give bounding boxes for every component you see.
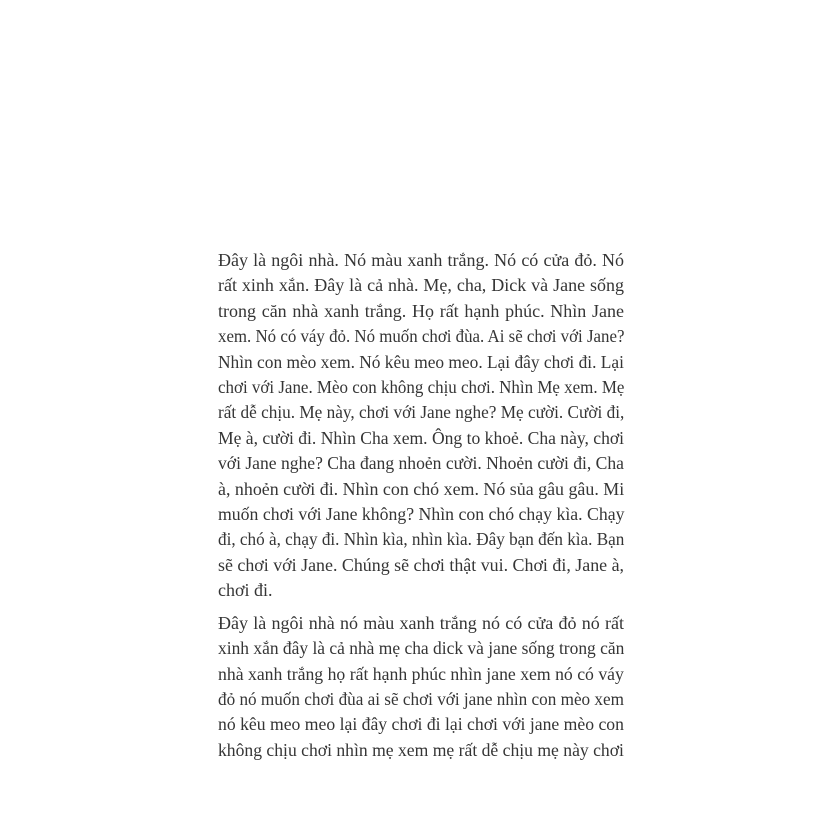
text-line: rất xinh xắn. Đây là cả nhà. Mẹ, cha, Dick và Jane sống [218,275,624,296]
story-paragraph-punctuated [218,248,624,604]
text-line: Đây là ngôi nhà nó màu xanh trắng nó có cửa đỏ nó rất [218,612,624,633]
text-line: nhà xanh trắng họ rất hạnh phúc nhìn jane xem nó có váy [218,663,624,684]
text-line: đi, chó à, chạy đi. Nhìn kìa, nhìn kìa. Đây bạn đến kìa. Bạn [218,529,625,550]
text-line: với Jane nghe? Cha đang nhoẻn cười. Nhoẻn cười đi, Cha [218,453,624,474]
text-line: Đây là ngôi nhà. Nó màu xanh trắng. Nó có cửa đỏ. Nó [218,250,624,270]
text-block [218,248,624,763]
text-line: chơi đi. [218,580,273,601]
text-line: chơi với Jane. Mèo con không chịu chơi. Nhìn Mẹ xem. Mẹ [218,377,625,398]
text-line: xinh xắn đây là cả nhà mẹ cha dick và jane sống trong căn [218,638,625,659]
text-line: Nhìn con mèo xem. Nó kêu meo meo. Lại đây chơi đi. Lại [218,351,624,372]
text-line: Mẹ à, cười đi. Nhìn Cha xem. Ông to khoẻ. Cha này, chơi [218,427,625,448]
text-line: rất dễ chịu. Mẹ này, chơi với Jane nghe? Mẹ cười. Cười đi, [218,402,625,423]
text-line: sẽ chơi với Jane. Chúng sẽ chơi thật vui. Chơi đi, Jane à, [218,554,625,575]
text-line: à, nhoẻn cười đi. Nhìn con chó xem. Nó sủa gâu gâu. Mi [218,478,625,499]
text-line: không chịu chơi nhìn mẹ xem mẹ rất dễ chịu mẹ này chơi [218,739,624,760]
story-paragraph-unpunctuated [218,611,624,763]
text-line: trong căn nhà xanh trắng. Họ rất hạnh phúc. Nhìn Jane [218,300,624,321]
text-line: xem. Nó có váy đỏ. Nó muốn chơi đùa. Ai sẽ chơi với Jane? [218,326,625,347]
text-line: muốn chơi với Jane không? Nhìn con chó chạy kìa. Chạy [218,504,625,525]
text-line: nó kêu meo meo lại đây chơi đi lại chơi với jane mèo con [218,714,624,735]
text-line: đỏ nó muốn chơi đùa ai sẽ chơi với jane nhìn con mèo xem [218,688,624,709]
